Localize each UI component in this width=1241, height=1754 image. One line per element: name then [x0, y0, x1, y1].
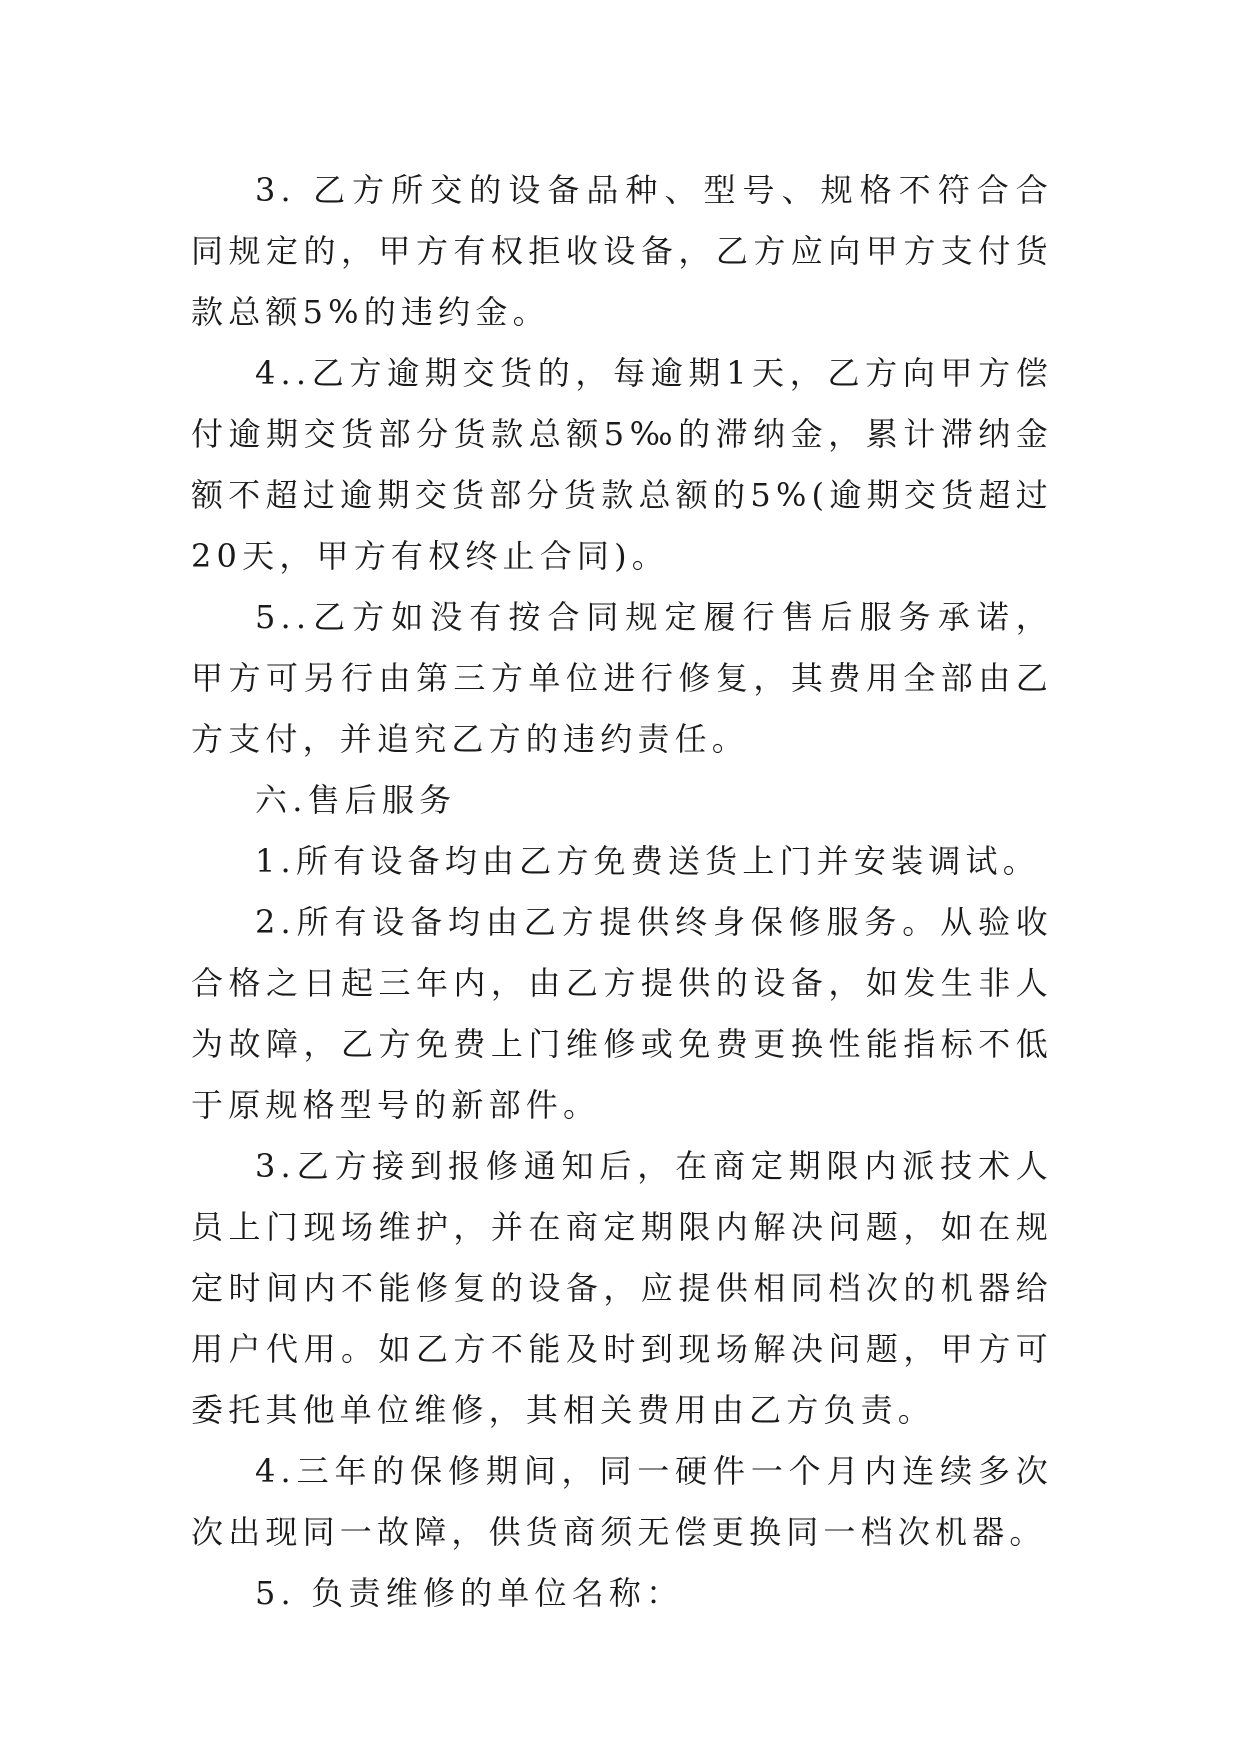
- after-sales-item-3: 3.乙方接到报修通知后，在商定期限内派技术人员上门现场维护，并在商定期限内解决问题，如在规定时间内不能修复的设备，应提供相同档次的机器给用户代用。如乙方不能及时到现场解决问题，甲方可委托其他单位维修，其相关费用由乙方负责。: [191, 1147, 1053, 1429]
- after-sales-item-2: 2.所有设备均由乙方提供终身保修服务。从验收合格之日起三年内，由乙方提供的设备，如发生非人为故障，乙方免费上门维修或免费更换性能指标不低于原规格型号的新部件。: [191, 903, 1053, 1124]
- clause-5-after-sales-breach: 5..乙方如没有按合同规定履行售后服务承诺，甲方可另行由第三方单位进行修复，其费用全部由乙方支付，并追究乙方的违约责任。: [191, 598, 1053, 758]
- clause-4-late-delivery: 4..乙方逾期交货的，每逾期1天，乙方向甲方偿付逾期交货部分货款总额5‰的滞纳金，累计滞纳金额不超过逾期交货部分货款总额的5%(逾期交货超过20天，甲方有权终止合同)。: [191, 354, 1053, 575]
- section-heading-after-sales: 六.售后服务: [255, 781, 457, 819]
- document-body: [191, 160, 1053, 1624]
- after-sales-item-5: 5. 负责维修的单位名称：: [255, 1574, 684, 1612]
- after-sales-item-1: 1.所有设备均由乙方免费送货上门并安装调试。: [255, 842, 1040, 880]
- after-sales-item-4: 4.三年的保修期间，同一硬件一个月内连续多次次出现同一故障，供货商须无偿更换同一档次机器。: [191, 1452, 1053, 1551]
- clause-3-rejection-penalty: 3. 乙方所交的设备品种、型号、规格不符合合同规定的，甲方有权拒收设备，乙方应向甲方支付货款总额5%的违约金。: [191, 171, 1053, 331]
